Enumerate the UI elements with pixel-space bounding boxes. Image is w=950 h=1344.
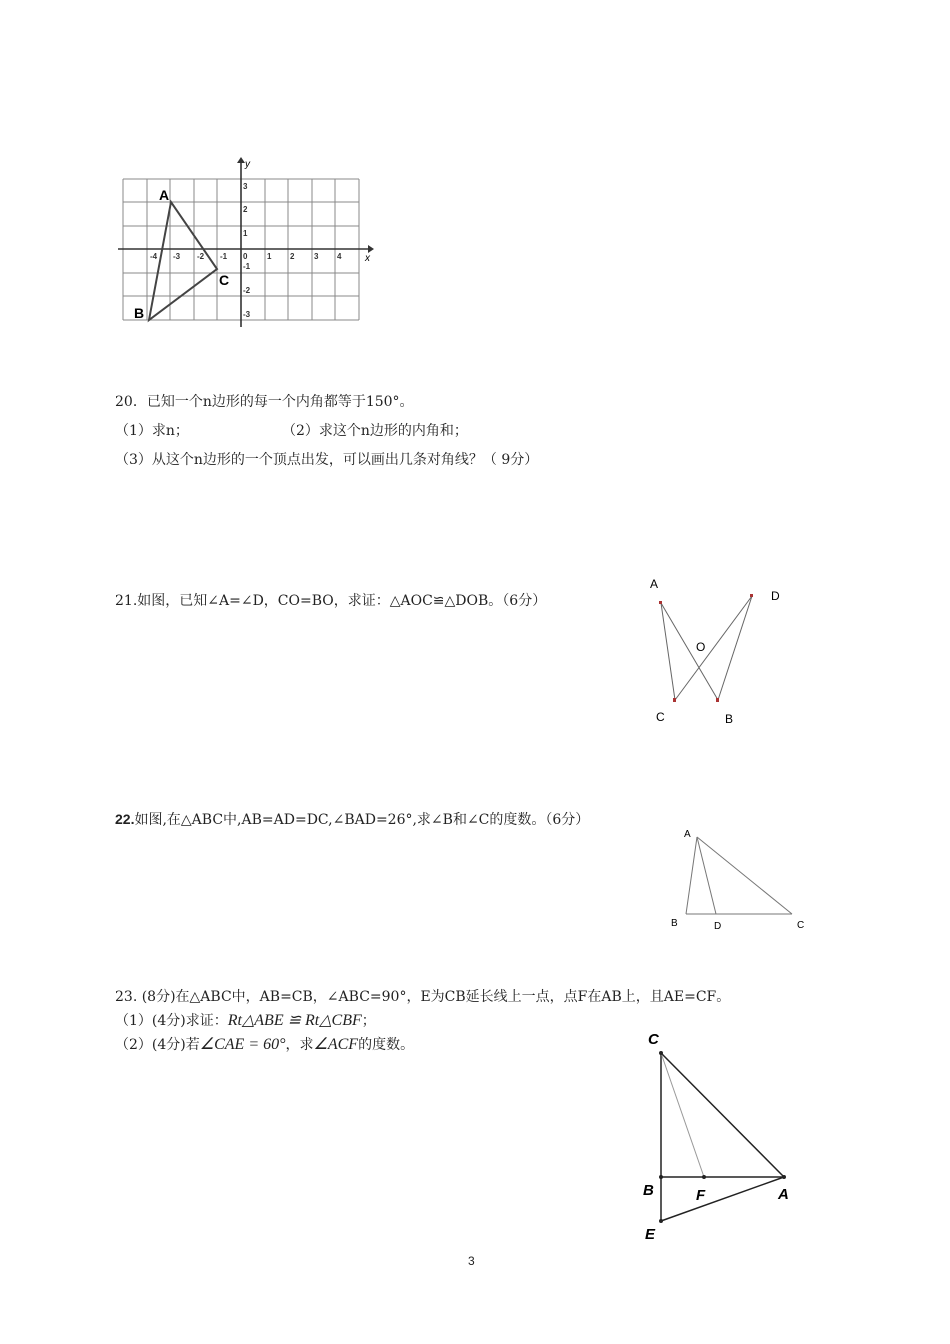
q23-part2-math: ∠CAE = 60°: [199, 1036, 286, 1053]
point-f-dot: [702, 1175, 706, 1179]
x-axis-arrow: [368, 245, 374, 253]
segment-ab: [686, 837, 697, 914]
y-tick-label: 3: [243, 182, 248, 191]
point-d-label: D: [771, 589, 780, 603]
point-a-label: A: [684, 829, 691, 840]
segment-cf: [661, 1053, 704, 1177]
point-e-dot: [659, 1219, 663, 1223]
point-b-label: B: [643, 1182, 654, 1199]
point-c-label: C: [219, 272, 230, 288]
q23-part1-math: Rt△ABE ≌ Rt△CBF: [227, 1012, 362, 1029]
point-f-label: F: [696, 1187, 706, 1204]
triangle-abc: [149, 202, 217, 320]
segment-ab: [661, 603, 718, 700]
point-c-label: C: [797, 920, 805, 931]
x-tick-label: -4: [150, 252, 158, 261]
segment-db: [718, 596, 752, 700]
q23-part2-suffix: 的度数。: [358, 1037, 415, 1053]
segment-dc: [675, 596, 752, 700]
segment-ca: [661, 1053, 784, 1177]
point-a-dot: [782, 1175, 786, 1179]
segment-ac: [697, 837, 792, 914]
y-tick-label: -2: [243, 286, 251, 295]
point-a-label: A: [159, 187, 170, 203]
point-o-label: O: [696, 640, 706, 654]
y-axis-label: y: [245, 159, 250, 170]
y-tick-label: 2: [243, 205, 248, 214]
x-tick-label: 3: [314, 252, 319, 261]
q23-part1-prefix: （1）(4分)求证：: [115, 1013, 228, 1029]
point-b-label: B: [671, 918, 678, 929]
point-a-label: A: [650, 577, 659, 591]
point-c-label: C: [648, 1031, 659, 1048]
point-b-marker: [716, 698, 719, 702]
x-tick-label: 2: [290, 252, 295, 261]
coordinate-grid-figure: [110, 155, 380, 335]
point-d-label: D: [714, 921, 722, 932]
segment-ad: [697, 837, 716, 914]
x-tick-label: -2: [197, 252, 205, 261]
x-tick-label: 0: [243, 252, 248, 261]
q21-text: 21.如图，已知∠A=∠D，CO=BO，求证：△AOC≌△DOB。（6分）: [115, 593, 547, 609]
x-tick-label: 4: [337, 252, 342, 261]
point-c-label: C: [656, 710, 665, 724]
point-e-label: E: [645, 1226, 656, 1243]
point-b-label: B: [134, 305, 145, 321]
x-tick-label: -1: [220, 252, 228, 261]
q23-line-3: [115, 1036, 414, 1054]
q22-number: 22.: [115, 811, 135, 827]
q23-figure: [630, 1025, 810, 1250]
q23-line-2: [115, 1012, 376, 1030]
q21-figure: [640, 570, 790, 730]
q22-line: [115, 810, 589, 829]
y-tick-label: 1: [243, 229, 248, 238]
q23-part2-math2: ∠ACF: [313, 1036, 359, 1053]
y-axis-arrow: [237, 157, 245, 163]
point-a-label: A: [778, 1186, 789, 1203]
q20-line-2b: （2）求这个n边形的内角和；: [282, 423, 468, 439]
q20-line-2a: （1）求n；: [115, 423, 189, 439]
q22-figure: [660, 822, 820, 937]
x-axis-label: x: [365, 253, 370, 264]
point-b-label: B: [725, 712, 734, 726]
x-tick-label: -3: [173, 252, 181, 261]
segment-ac: [661, 603, 675, 700]
page-number: 3: [468, 1254, 475, 1268]
x-tick-label: 1: [267, 252, 272, 261]
q23-line-1: 23. (8分)在△ABC中，AB=CB，∠ABC=90°，E为CB延长线上一点，点F在AB上，且AE=CF。: [115, 989, 731, 1005]
q20-line-1: 20．已知一个n边形的每一个内角都等于150°。: [115, 394, 414, 410]
point-a-marker: [659, 601, 662, 604]
q23-part2-prefix: （2）(4分)若: [115, 1037, 200, 1053]
y-tick-label: -3: [243, 310, 251, 319]
q22-text: 如图,在△ABC中,AB=AD=DC,∠BAD=26°,求∠B和∠C的度数。（6分）: [134, 812, 590, 828]
point-c-dot: [659, 1051, 663, 1055]
q23-part1-suffix: ；: [361, 1013, 376, 1029]
point-c-marker: [673, 698, 676, 702]
q20-line-3: （3）从这个n边形的一个顶点出发，可以画出几条对角线？（ 9分）: [115, 452, 539, 468]
point-d-marker: [750, 594, 753, 597]
point-b-dot: [659, 1175, 663, 1179]
q23-part2-mid: ，求: [285, 1037, 314, 1053]
y-tick-label: -1: [243, 262, 251, 271]
segment-ea: [661, 1177, 784, 1221]
